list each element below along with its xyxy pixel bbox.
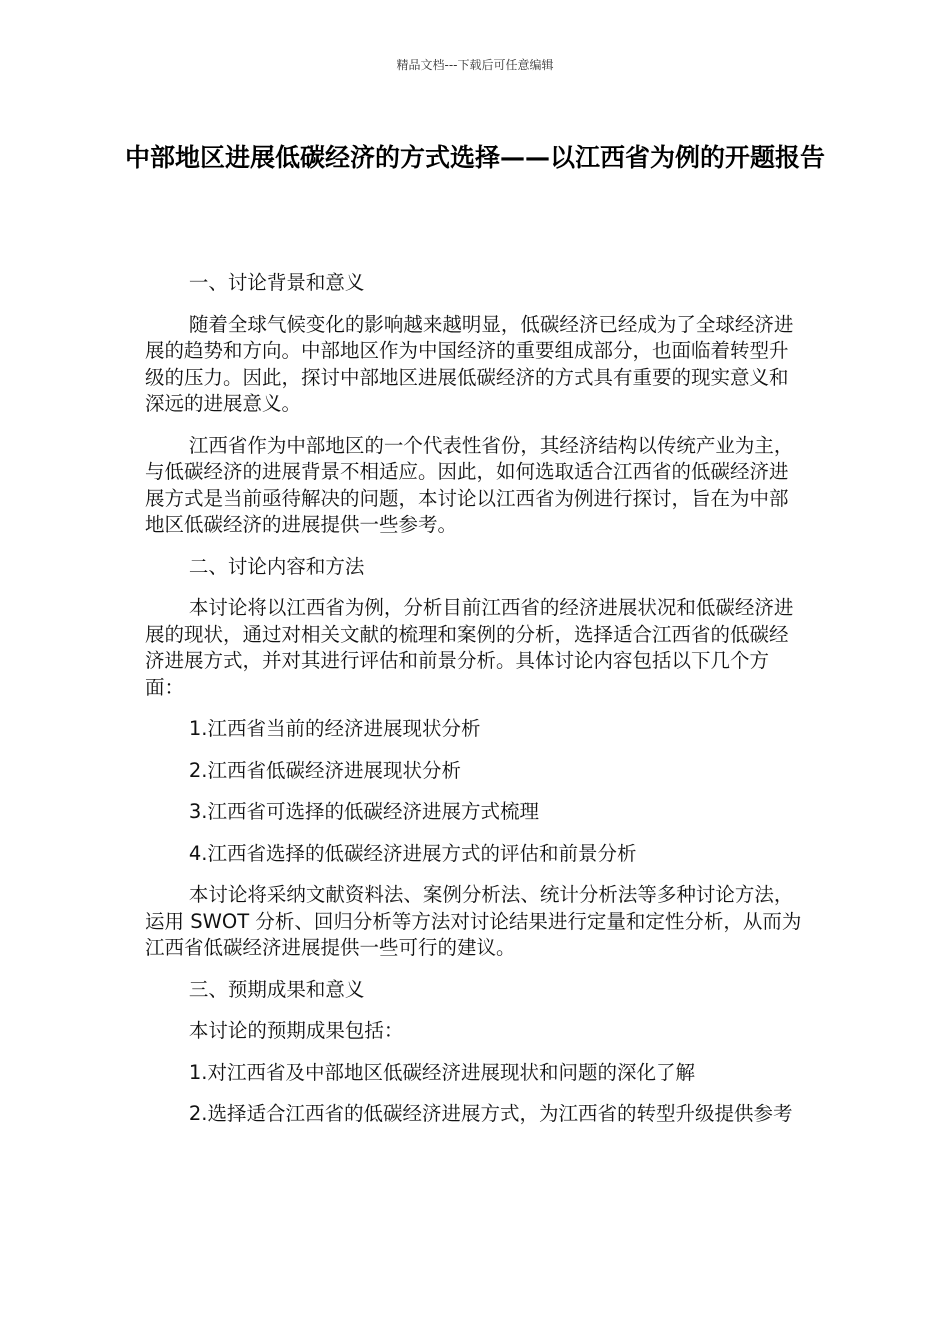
page-header-note: 精品文档---下载后可任意编辑 (396, 58, 554, 72)
paragraph-methods: 本讨论将采纳文献资料法、案例分析法、统计分析法等多种讨论方法，运用 SWOT 分析、回归分析等方法对讨论结果进行定量和定性分析，从而为江西省低碳经济进展提供一些可行的建议。 (145, 883, 802, 959)
list-item: 1.江西省当前的经济进展现状分析 (188, 717, 481, 740)
document-title: 中部地区进展低碳经济的方式选择——以江西省为例的开题报告 (124, 143, 825, 172)
list-item: 1.对江西省及中部地区低碳经济进展现状和问题的深化了解 (188, 1060, 695, 1084)
document-body (145, 270, 805, 1143)
paragraph-background-1: 随着全球气候变化的影响越来越明显，低碳经济已经成为了全球经济进展的趋势和方向。中部地区作为中国经济的重要组成部分，也面临着转型升级的压力。因此，探讨中部地区进展低碳经济的方式具有重要的现实意义和深远的进展意义。 (145, 312, 794, 415)
list-item: 3.江西省可选择的低碳经济进展方式梳理 (188, 800, 539, 823)
list-item: 4.江西省选择的低碳经济进展方式的评估和前景分析 (188, 841, 637, 865)
list-item: 2.选择适合江西省的低碳经济进展方式，为江西省的转型升级提供参考 (188, 1102, 793, 1125)
paragraph-content-intro: 本讨论将以江西省为例，分析目前江西省的经济进展状况和低碳经济进展的现状，通过对相关文献的梳理和案例的分析，选择适合江西省的低碳经济进展方式，并对其进行评估和前景分析。具体讨论内容包括以下几个方面： (145, 596, 794, 699)
section-heading-content-methods: 二、讨论内容和方法 (188, 554, 365, 578)
section-heading-expected-results: 三、预期成果和意义 (188, 977, 365, 1001)
paragraph-background-2: 江西省作为中部地区的一个代表性省份，其经济结构以传统产业为主，与低碳经济的进展背景不相适应。因此，如何选取适合江西省的低碳经济进展方式是当前亟待解决的问题，本讨论以江西省为例进行探讨，旨在为中部地区低碳经济的进展提供一些参考。 (145, 433, 794, 536)
paragraph-results-intro: 本讨论的预期成果包括： (188, 1019, 404, 1042)
list-item: 2.江西省低碳经济进展现状分析 (188, 758, 461, 782)
section-heading-background: 一、讨论背景和意义 (188, 271, 365, 294)
